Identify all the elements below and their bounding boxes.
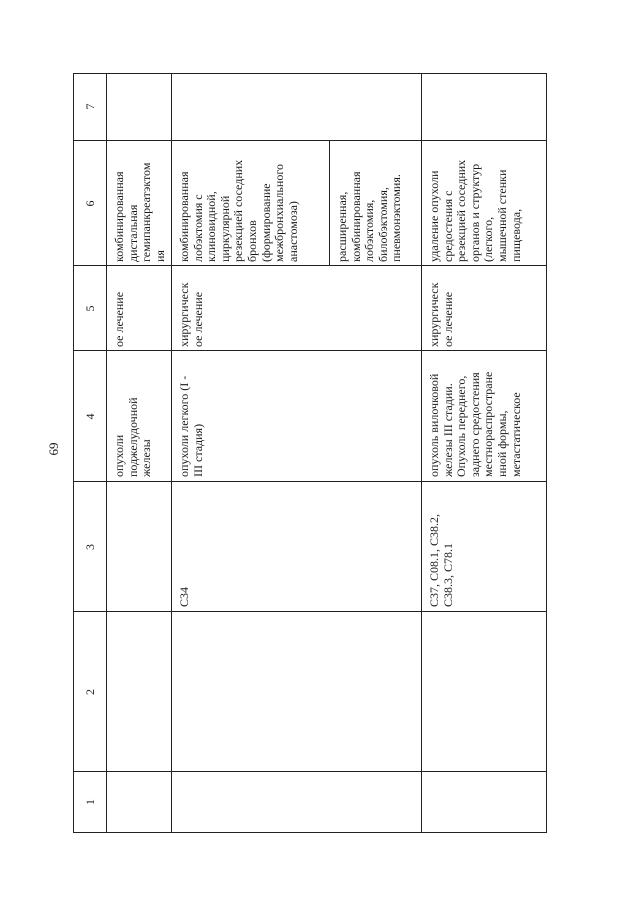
table-cell-diagnosis: опухоль вилочковой железы III стадии. Опухоль переднего, заднего средостения местнораспростране нной формы, метастатическое <box>427 371 523 477</box>
column-header: 4 <box>83 413 97 420</box>
column-header: 3 <box>83 544 97 550</box>
column-header: 5 <box>83 305 97 312</box>
column-border <box>74 140 546 141</box>
column-header: 1 <box>83 799 97 805</box>
page-number: 69 <box>46 442 61 456</box>
header-row-border <box>106 74 107 832</box>
subcell-border <box>329 141 330 266</box>
table-cell-method: расширенная, комбинированная лобэктомия, билобэктомия, пневмонэктомия. <box>335 171 404 262</box>
table-cell-icd-code: C34 <box>177 586 191 607</box>
column-border <box>74 771 546 772</box>
table-cell-method: комбинированная дистальная гемипанкреатэктом ия <box>112 162 167 262</box>
column-header: 7 <box>83 103 97 110</box>
column-border <box>74 481 546 482</box>
row-border <box>171 74 172 832</box>
table-cell-treatment-type: хирургическ ое лечение <box>177 282 205 347</box>
rotated-table-sheet <box>73 73 547 833</box>
table-cell-method: удаление опухоли средостения с резекцией соседних органов и структур (легкого, мышечной стенки пищевода, <box>427 159 523 262</box>
table-cell-icd-code: C37, C08.1, C38.2, C38.3, C78.1 <box>427 513 455 607</box>
treatment-table <box>73 73 547 833</box>
column-header: 6 <box>83 200 97 207</box>
table-cell-diagnosis: опухоли поджелудочной железы <box>112 397 154 477</box>
row-border <box>421 74 422 832</box>
table-cell-diagnosis: опухоли легкого (I - III стадия) <box>177 375 205 477</box>
column-border <box>74 611 546 612</box>
table-cell-treatment-type: хирургическ ое лечение <box>427 282 455 347</box>
column-header: 2 <box>83 689 97 695</box>
table-cell-method: комбинированная лобэктомия с клиновидной, циркулярной резекцией соседних бронхов (формирование межбронхиального анастомоза) <box>177 159 300 262</box>
column-border <box>74 265 546 266</box>
column-border <box>74 350 546 351</box>
table-cell-treatment-type: ое лечение <box>112 291 126 347</box>
